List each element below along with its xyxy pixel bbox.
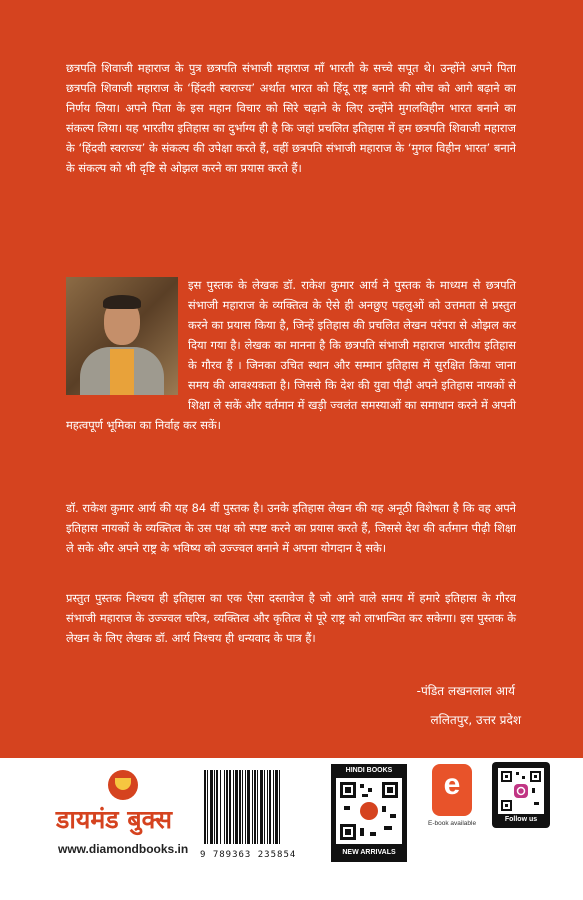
follow-us-label: Follow us	[504, 816, 538, 823]
follow-us-block[interactable]	[492, 762, 550, 828]
ebook-icon[interactable]: e	[432, 764, 472, 816]
qr-top-label: HINDI BOOKS	[345, 767, 393, 774]
publisher-logo-icon	[108, 770, 138, 800]
closing-paragraph: प्रस्तुत पुस्तक निश्चय ही इतिहास का एक ऐसा दस्तावेज है जो आने वाले समय में हमारे इतिहास के गौरव संभाजी महाराज के उज्ज्वल चरित्र, व्यक्तित्व और कृतित्व से पूरे राष्ट्र को लाभान्वित कर सकेगा। इस पुस्तक के लेखन के लिए लेखक डॉ. आर्य निश्चय ही धन्यवाद के पात्र हैं।	[66, 591, 516, 645]
author-photo	[66, 277, 178, 395]
qr-code-icon	[336, 778, 402, 844]
barcode	[198, 766, 326, 848]
speciality-paragraph: डॉ. राकेश कुमार आर्य की यह 84 वीं पुस्तक है। उनके इतिहास लेखन की यह अनूठी विशेषता है कि वह अपने इतिहास नायकों के व्यक्तित्व के उस पक्ष को स्पष्ट करने का प्रयास करते हैं, जिससे देश की वर्तमान पीढ़ी शिक्षा ले सके और अपने राष्ट्र के भविष्य को उज्ज्वल बनाने में अपना योगदान दे सके।	[66, 501, 516, 555]
signature-name: -पंडित लखनलाल आर्य	[416, 684, 515, 698]
ebook-label: E-book available	[428, 820, 477, 827]
qr-bottom-label: NEW ARRIVALS	[342, 849, 396, 856]
qr-block[interactable]	[331, 764, 407, 862]
footer-band	[0, 758, 583, 900]
instagram-qr-icon	[498, 768, 544, 814]
author-section	[66, 275, 516, 435]
publisher-name: डायमंड बुक्स	[56, 805, 173, 834]
barcode-number: 9 789363 235854	[200, 850, 297, 860]
signature-place: ललितपुर, उत्तर प्रदेश	[430, 713, 521, 727]
intro-paragraph: छत्रपति शिवाजी महाराज के पुत्र छत्रपति संभाजी महाराज माँ भारती के सच्चे सपूत थे। उन्होंने अपने पिता छत्रपति शिवाजी महाराज के ‘हिंदवी स्वराज्य’ अर्थात भारत को हिंदू राष्ट्र बनाने की सोच को आगे बढ़ाने का निर्णय लिया। अपने पिता के इस महान विचार को सिरे चढ़ाने के लिए उन्होंने मुगलविहीन भारत बनाने का संकल्प लिया। यह भारतीय इतिहास का दुर्भाग्य ही है कि जहां प्रचलित इतिहास में हम छत्रपति शिवाजी महाराज के ‘हिंदवी स्वराज्य’ के संकल्प की उपेक्षा करते हैं, वहीं छत्रपति संभाजी महाराज के ‘मुगल विहीन भारत’ बनाने के संकल्प को भी दृष्टि से ओझल करने का प्रयास करते हैं।	[66, 61, 516, 175]
author-paragraph: इस पुस्तक के लेखक डॉ. राकेश कुमार आर्य ने पुस्तक के माध्यम से छत्रपति संभाजी महाराज के व्यक्तित्व के ऐसे ही अनछुए पहलुओं को उत्तमता से प्रस्तुत करने का प्रयास किया है, जिन्हें इतिहास की प्रचलित लेखन परंपरा से ओझल कर दिया गया है। लेखक का मानना है कि छत्रपति संभाजी महाराज भारतीय इतिहास के गौरव हैं । जिनका उचित स्थान और सम्मान इतिहास में सुरक्षित किया जाना समय की आवश्यकता है। जिससे कि देश की युवा पीढ़ी अपने इतिहास नायकों से शिक्षा ले सकें और वर्तमान में खड़ी ज्वलंत समस्याओं का समाधान करने में अपनी महत्वपूर्ण भूमिका का निर्वाह कर सकें।	[66, 278, 516, 432]
publisher-url[interactable]: www.diamondbooks.in	[58, 842, 189, 856]
